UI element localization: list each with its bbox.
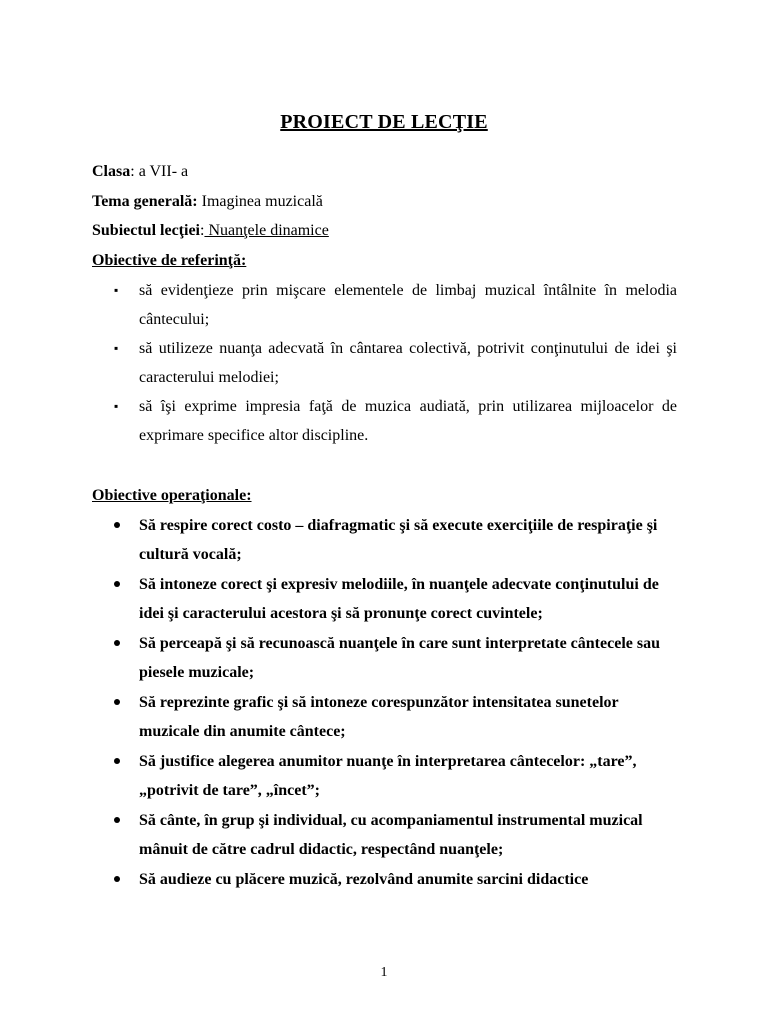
field-lesson-subject [92, 221, 329, 241]
list-item [0, 570, 677, 628]
round-bullet-icon [114, 758, 120, 764]
list-item [0, 629, 677, 687]
operational-objectives-heading: Obiective operaţionale: [92, 487, 252, 504]
list-item [0, 511, 677, 569]
list-item-text: Să justifice alegerea anumitor nuanţe în interpretarea cântecelor: „tare”, „potrivit de tare”, „încet”; [139, 753, 637, 799]
list-item [0, 392, 677, 450]
square-bullet-icon: ▪ [114, 399, 119, 413]
list-item-text: Să perceapă şi să recunoască nuanţele în care sunt interpretate cântecele sau piesele muzicale; [139, 635, 660, 681]
list-item-text: să evidenţieze prin mişcare elementele de limbaj muzical întâlnite în melodia cântecului; [139, 282, 677, 328]
list-item [0, 276, 677, 334]
square-bullet-icon: ▪ [114, 283, 119, 297]
list-item [0, 688, 677, 746]
list-item-text: să utilizeze nuanţa adecvată în cântarea colectivă, potrivit conţinutului de idei şi caracterului melodiei; [139, 340, 677, 386]
document-title: PROIECT DE LECŢIE [280, 111, 488, 133]
list-item [0, 747, 677, 805]
round-bullet-icon [114, 640, 120, 646]
reference-objectives-list [0, 276, 768, 450]
round-bullet-icon [114, 522, 120, 528]
list-item-text: să îşi exprime impresia faţă de muzica audiată, prin utilizarea mijloacelor de exprimare specifice altor discipline. [139, 398, 677, 444]
page-number: 1 [380, 965, 388, 980]
field-class-label: Clasa [92, 163, 131, 180]
list-item-text: Să cânte, în grup şi individual, cu acompaniamentul instrumental muzical mânuit de către cadrul didactic, respectând nuanţele; [139, 812, 643, 858]
list-item-text: Să audieze cu plăcere muzică, rezolvând anumite sarcini didactice [139, 871, 589, 888]
field-class-value: a VII- a [134, 163, 189, 180]
list-item [0, 334, 677, 392]
field-lesson-subject-separator: : [199, 222, 205, 239]
round-bullet-icon [114, 581, 120, 587]
field-general-theme [92, 192, 323, 212]
field-class [92, 162, 188, 182]
list-item-text: Să respire corect costo – diafragmatic şi să execute exerciţiile de respiraţie şi cultură vocală; [139, 517, 658, 563]
round-bullet-icon [114, 699, 120, 705]
round-bullet-icon [114, 876, 120, 882]
field-general-theme-label: Tema generală: [92, 193, 198, 210]
list-item-text: Să reprezinte grafic şi să intoneze corespunzător intensitatea sunetelor muzicale din anumite cântece; [139, 694, 619, 740]
square-bullet-icon: ▪ [114, 341, 119, 355]
operational-objectives-list [0, 511, 768, 895]
field-lesson-subject-value: Nuanţele dinamice [204, 222, 329, 239]
list-item [0, 806, 677, 864]
field-class-separator: : [130, 163, 135, 180]
round-bullet-icon [114, 817, 120, 823]
reference-objectives-heading: Obiective de referinţă: [92, 252, 247, 269]
list-item-text: Să intoneze corect şi expresiv melodiile, în nuanţele adecvate conţinutului de idei şi caracterului acestora şi să pronunţe corect cuvintele; [139, 576, 659, 622]
field-lesson-subject-label: Subiectul lecţiei [92, 222, 200, 239]
list-item [0, 865, 677, 894]
field-general-theme-value: Imaginea muzicală [197, 193, 323, 210]
